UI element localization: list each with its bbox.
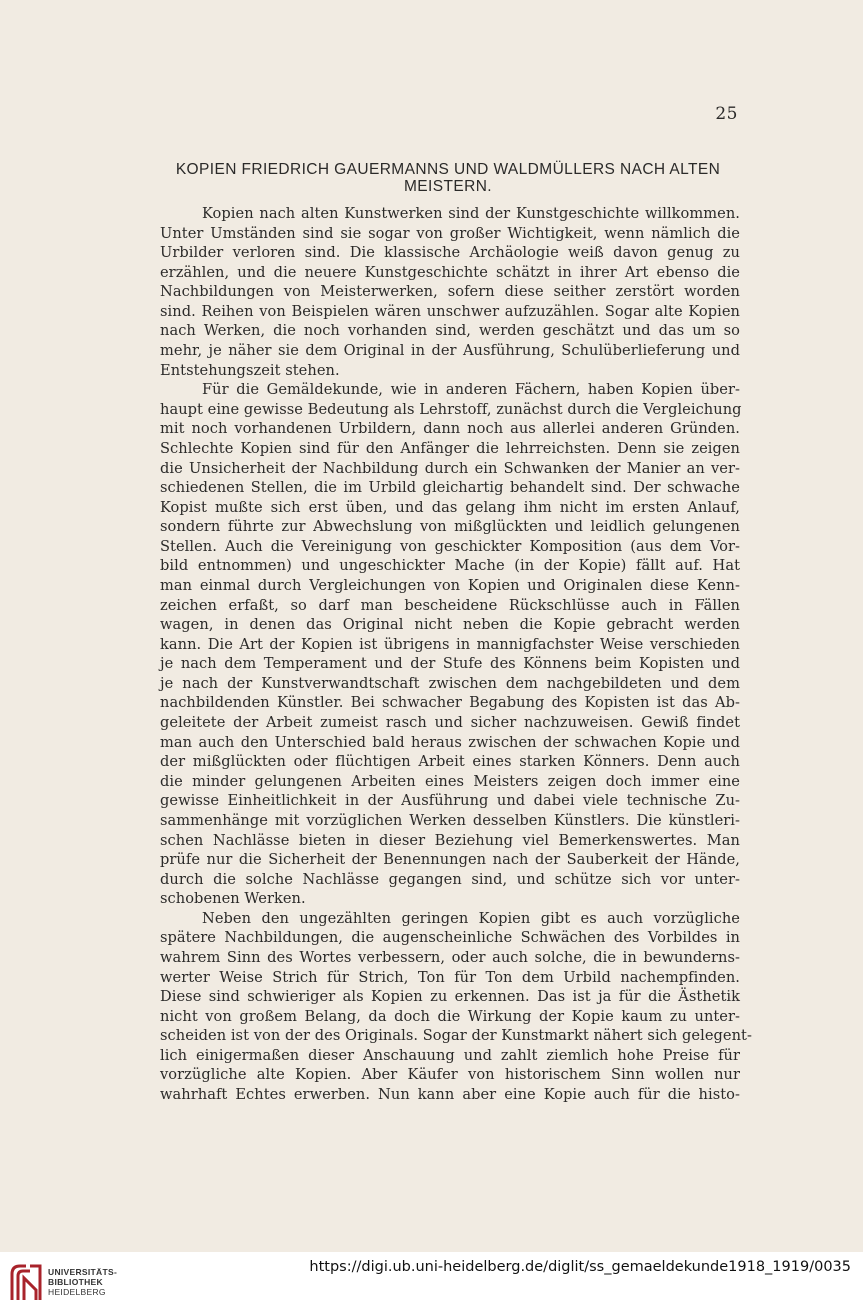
text-line: sind. Reihen von Beispielen wären unschwer aufzuzählen. Sogar alte Kopien bbox=[160, 302, 740, 320]
body-text bbox=[160, 204, 752, 1105]
text-line: Diese sind schwieriger als Kopien zu erkennen. Das ist ja für die Ästhetik bbox=[160, 988, 740, 1006]
text-line: die Unsicherheit der Nachbildung durch ein Schwanken der Manier an ver- bbox=[160, 459, 740, 477]
text-line: der mißglückten oder flüchtigen Arbeit eines starken Könners. Denn auch bbox=[160, 753, 740, 771]
text-line: Stellen. Auch die Vereinigung von geschickter Komposition (aus dem Vor- bbox=[160, 537, 740, 555]
text-line: haupt eine gewisse Bedeutung als Lehrstoff, zunächst durch die Vergleichung bbox=[160, 400, 742, 418]
text-line: Entstehungszeit stehen. bbox=[160, 361, 340, 379]
text-line: sammenhänge mit vorzüglichen Werken desselben Künstlers. Die künstleri- bbox=[160, 811, 740, 829]
text-line: Kopist mußte sich erst üben, und das gelang ihm nicht im ersten Anlauf, bbox=[160, 498, 740, 516]
text-line: geleitete der Arbeit zumeist rasch und sicher nachzuweisen. Gewiß findet bbox=[160, 714, 740, 732]
text-line: Urbilder verloren sind. Die klassische Archäologie weiß davon genug zu bbox=[160, 244, 740, 262]
footer-bar bbox=[0, 1252, 863, 1312]
text-line: durch die solche Nachlässe gegangen sind, und schütze sich vor unter- bbox=[160, 870, 740, 888]
text-line: schen Nachlässe bieten in dieser Beziehung viel Bemerkenswertes. Man bbox=[160, 831, 740, 849]
text-line: bild entnommen) und ungeschickter Mache (in der Kopie) fällt auf. Hat bbox=[160, 557, 740, 575]
text-line: wagen, in denen das Original nicht neben die Kopie gebracht werden bbox=[160, 616, 740, 634]
text-line: Kopien nach alten Kunstwerken sind der Kunstgeschichte willkommen. bbox=[202, 205, 740, 222]
page-number: 25 bbox=[715, 104, 738, 124]
text-line: Neben den ungezählten geringen Kopien gibt es auch vorzügliche bbox=[202, 909, 740, 927]
library-name-line-1: UNIVERSITÄTS- bbox=[48, 1267, 118, 1277]
text-line: kann. Die Art der Kopien ist übrigens in mannigfachster Weise verschieden bbox=[160, 635, 740, 653]
text-line: man einmal durch Vergleichungen von Kopien und Originalen diese Kenn- bbox=[160, 576, 740, 594]
text-line: schiedenen Stellen, die im Urbild gleichartig behandelt sind. Der schwache bbox=[160, 479, 740, 497]
library-name-line-3: HEIDELBERG bbox=[48, 1287, 106, 1297]
library-name-line-2: BIBLIOTHEK bbox=[48, 1277, 103, 1287]
chapter-title-line-1: KOPIEN FRIEDRICH GAUERMANNS UND WALDMÜLLERS NACH ALTEN bbox=[175, 161, 721, 178]
text-line: zeichen erfaßt, so darf man bescheidene Rückschlüsse auch in Fällen bbox=[160, 596, 740, 614]
text-line: gewisse Einheitlichkeit in der Ausführung und dabei viele technische Zu- bbox=[160, 792, 740, 810]
text-line: prüfe nur die Sicherheit der Benennungen nach der Sauberkeit der Hände, bbox=[160, 851, 740, 869]
text-line: spätere Nachbildungen, die augenscheinliche Schwächen des Vorbildes in bbox=[160, 929, 740, 947]
text-line: nach Werken, die noch vorhanden sind, werden geschätzt und das um so bbox=[160, 322, 740, 340]
text-line: sondern führte zur Abwechslung von mißglückten und leidlich gelungenen bbox=[160, 518, 740, 536]
text-line: die minder gelungenen Arbeiten eines Meisters zeigen doch immer eine bbox=[160, 772, 740, 790]
text-line: nicht von großem Belang, da doch die Wirkung der Kopie kaum zu unter- bbox=[160, 1007, 740, 1025]
text-line: wahrhaft Echtes erwerben. Nun kann aber eine Kopie auch für die histo- bbox=[160, 1086, 740, 1104]
text-line: nachbildenden Künstler. Bei schwacher Begabung des Kopisten ist das Ab- bbox=[160, 694, 740, 712]
text-line: lich einigermaßen dieser Anschauung und zahlt ziemlich hohe Preise für bbox=[160, 1046, 740, 1064]
text-line: je nach dem Temperament und der Stufe des Könnens beim Kopisten und bbox=[160, 655, 740, 673]
text-line: scheiden ist von der des Originals. Sogar der Kunstmarkt nähert sich gelegent- bbox=[160, 1027, 752, 1045]
text-line: erzählen, und die neuere Kunstgeschichte schätzt in ihrer Art ebenso die bbox=[160, 263, 740, 281]
text-line: man auch den Unterschied bald heraus zwischen der schwachen Kopie und bbox=[160, 733, 740, 751]
text-line: Nachbildungen von Meisterwerken, sofern diese seither zerstört worden bbox=[160, 283, 740, 301]
text-line: mehr, je näher sie dem Original in der Ausführung, Schulüberlieferung und bbox=[160, 342, 740, 360]
chapter-title bbox=[148, 161, 748, 195]
university-library-logo-icon bbox=[8, 1260, 44, 1304]
text-line: vorzügliche alte Kopien. Aber Käufer von historischem Sinn wollen nur bbox=[160, 1066, 740, 1084]
text-line: Für die Gemäldekunde, wie in anderen Fächern, haben Kopien über- bbox=[202, 381, 740, 399]
text-line: mit noch vorhandenen Urbildern, dann noch aus allerlei anderen Gründen. bbox=[160, 420, 740, 438]
library-name bbox=[48, 1267, 117, 1297]
text-line: wahrem Sinn des Wortes verbessern, oder auch solche, die in bewunderns- bbox=[160, 948, 740, 966]
source-url-link[interactable]: https://digi.ub.uni-heidelberg.de/diglit/ss_gemaeldekunde1918_1919/0035 bbox=[309, 1259, 851, 1275]
text-line: Unter Umständen sind sie sogar von großer Wichtigkeit, wenn nämlich die bbox=[160, 224, 740, 242]
chapter-title-line-2: MEISTERN. bbox=[404, 178, 492, 195]
text-line: je nach der Kunstverwandtschaft zwischen dem nachgebildeten und dem bbox=[160, 674, 740, 692]
text-line: Schlechte Kopien sind für den Anfänger die lehrreichsten. Denn sie zeigen bbox=[160, 439, 740, 457]
text-line: schobenen Werken. bbox=[160, 890, 306, 908]
text-line: werter Weise Strich für Strich, Ton für Ton dem Urbild nachempfinden. bbox=[160, 968, 740, 986]
